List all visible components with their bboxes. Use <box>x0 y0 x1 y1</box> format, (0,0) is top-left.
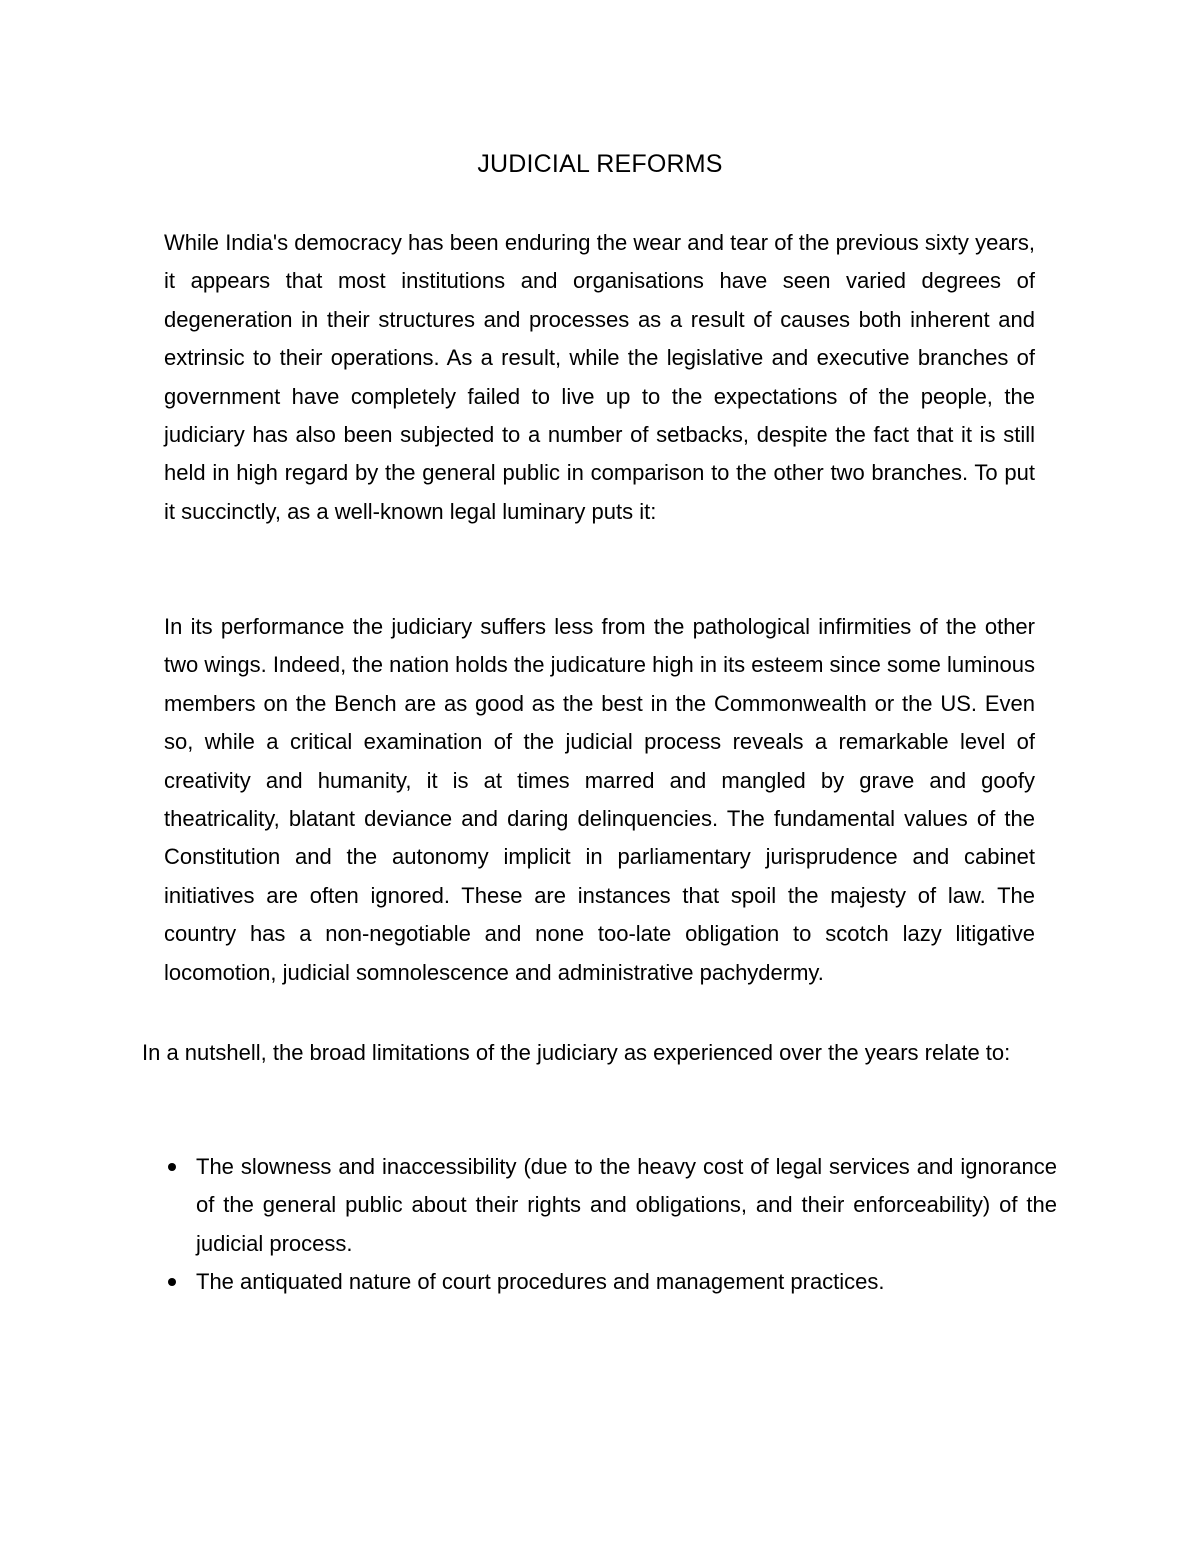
bullet-icon <box>168 1163 176 1171</box>
document-title: JUDICIAL REFORMS <box>477 150 723 178</box>
summary-paragraph: In a nutshell, the broad limitations of the judiciary as experienced over the years relate to: <box>142 1040 1011 1065</box>
limitations-list <box>142 1148 1057 1302</box>
list-item <box>142 1263 1057 1301</box>
bullet-icon <box>168 1278 176 1286</box>
list-item <box>142 1148 1057 1263</box>
list-item-text: The slowness and inaccessibility (due to the heavy cost of legal services and ignorance of the general public about their rights and obligations, and their enforceability) of the judicial process. <box>196 1154 1057 1256</box>
intro-paragraph: While India's democracy has been enduring the wear and tear of the previous sixty years, it appears that most institutions and organisations have seen varied degrees of degeneration in their structures and processes as a result of causes both inherent and extrinsic to their operations. As a result, while the legislative and executive branches of government have completely failed to live up to the expectations of the people, the judiciary has also been subjected to a number of setbacks, despite the fact that it is still held in high regard by the general public in comparison to the other two branches. To put it succinctly, as a well-known legal luminary puts it: <box>164 230 1035 524</box>
list-item-text: The antiquated nature of court procedures and management practices. <box>196 1269 885 1295</box>
quoted-paragraph: In its performance the judiciary suffers less from the pathological infirmities of the other two wings. Indeed, the nation holds the judicature high in its esteem since some luminous members on the Bench are as good as the best in the Commonwealth or the US. Even so, while a critical examination of the judicial process reveals a remarkable level of creativity and humanity, it is at times marred and mangled by grave and goofy theatricality, blatant deviance and daring delinquencies. The fundamental values of the Constitution and the autonomy implicit in parliamentary jurisprudence and cabinet initiatives are often ignored. These are instances that spoil the majesty of law. The country has a non-negotiable and none too-late obligation to scotch lazy litigative locomotion, judicial somnolescence and administrative pachydermy. <box>164 614 1035 985</box>
